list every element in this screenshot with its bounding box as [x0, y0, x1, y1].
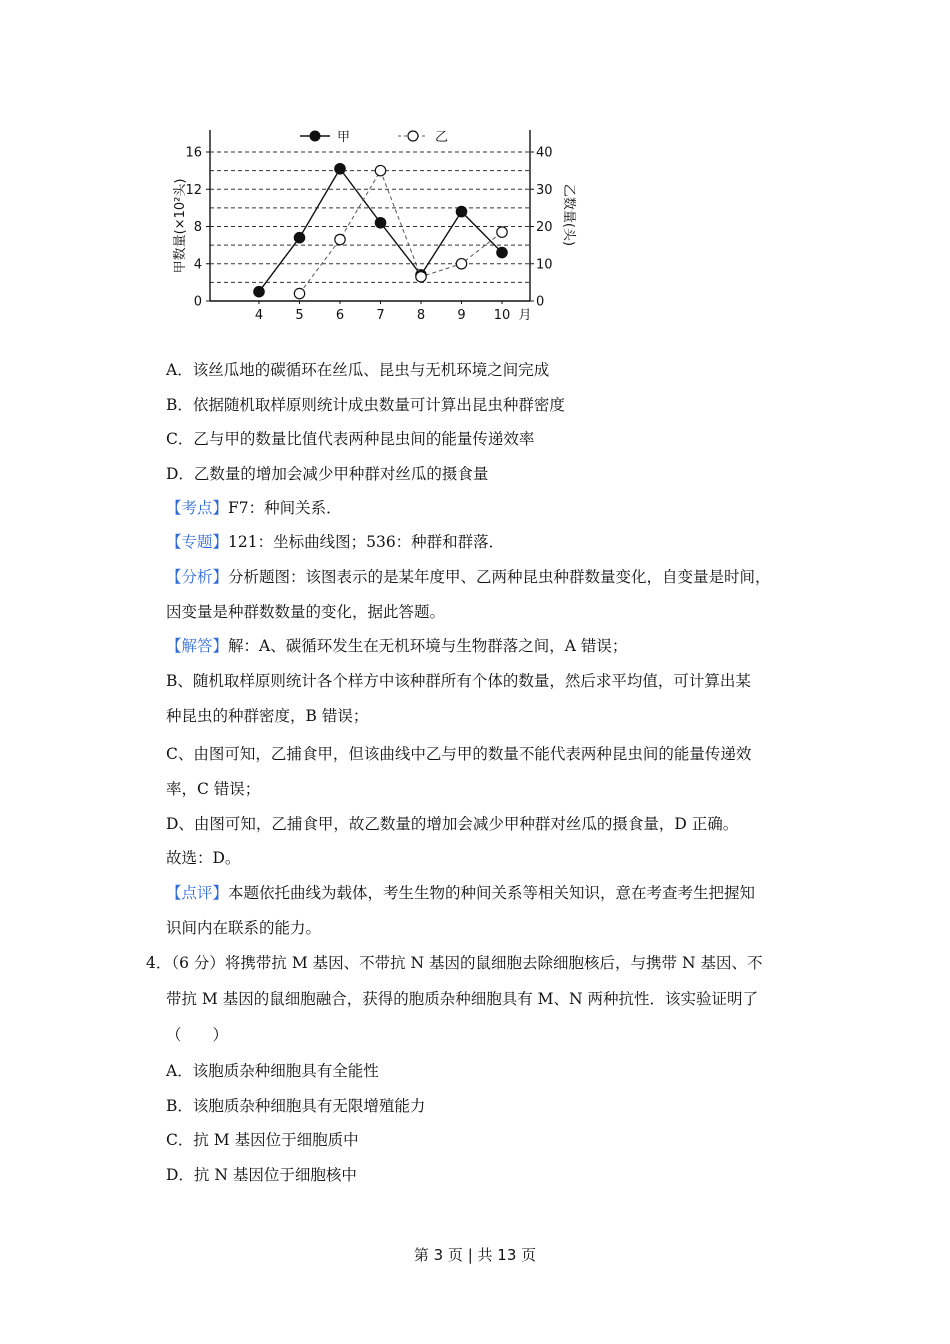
left-tick-label: 4: [193, 257, 202, 273]
q4-option-c: C．抗 M 基因位于细胞质中: [166, 1131, 359, 1149]
x-tick-label: 5: [295, 308, 304, 323]
dianping-line-1: [166, 882, 755, 904]
legend-marker-2: [408, 131, 418, 141]
jieda-line-5: 率，C 错误；: [166, 780, 261, 798]
right-tick-label: 10: [536, 257, 553, 273]
x-tick-label: 9: [457, 308, 466, 323]
x-tick-label: 6: [335, 308, 345, 323]
q4-stem-line-1: 4．（6 分）将携带抗 M 基因、不带抗 N 基因的鼠细胞去除细胞核后，与携带 N 基因、不: [146, 954, 763, 972]
legend-marker-1: [310, 131, 320, 141]
fenxi-tag: 【分析】: [166, 568, 229, 586]
jieda-tag: 【解答】: [166, 637, 229, 655]
legend-label-2: 乙: [435, 130, 449, 145]
dianping-text-1: 本题依托曲线为载体，考生生物的种间关系等相关知识，意在考查考生把握知: [228, 884, 756, 902]
jieda-line-4: C、由图可知，乙捕食甲，但该曲线中乙与甲的数量不能代表两种昆虫间的能量传递效: [166, 745, 752, 763]
fenxi-line-2: 因变量是种群数数量的变化，据此答题。: [166, 603, 446, 621]
q3-option-a: A．该丝瓜地的碳循环在丝瓜、昆虫与无机环境之间完成: [166, 361, 550, 379]
left-tick-label: 8: [193, 220, 202, 235]
jieda-line-3: 种昆虫的种群密度，B 错误；: [166, 707, 369, 725]
zhuanti-line: [166, 531, 504, 553]
data-point-2: [335, 234, 345, 244]
x-unit-label: 月: [518, 308, 532, 323]
q4-option-b: B．该胞质杂种细胞具有无限增殖能力: [166, 1097, 426, 1115]
data-point-1: [254, 286, 264, 296]
q3-option-b: B．依据随机取样原则统计成虫数量可计算出昆虫种群密度: [166, 396, 565, 414]
x-tick-label: 10: [493, 308, 511, 323]
right-tick-label: 0: [536, 294, 545, 310]
jieda-line-1: [166, 635, 627, 657]
data-point-2: [294, 288, 304, 298]
data-point-2: [456, 259, 466, 269]
kaodian-line: [166, 497, 342, 519]
q4-answer-blank: （ ）: [166, 1026, 229, 1044]
right-tick-label: 40: [536, 145, 553, 161]
jieda-line-7: 故选：D。: [166, 849, 241, 867]
left-tick-label: 0: [193, 294, 202, 310]
series-line-1: [259, 169, 502, 292]
data-point-2: [497, 227, 507, 237]
dianping-tag: 【点评】: [166, 884, 229, 902]
x-tick-label: 8: [416, 308, 426, 323]
jieda-line-2: B、随机取样原则统计各个样方中该种群所有个体的数量，然后求平均值，可计算出某: [166, 672, 751, 690]
right-axis-title: 乙数量(头): [561, 183, 576, 247]
data-point-2: [375, 165, 385, 175]
fenxi-text-1: 分析题图：该图表示的是某年度甲、乙两种昆虫种群数量变化，自变量是时间，: [228, 568, 771, 586]
population-chart: [160, 118, 580, 338]
left-axis-title: 甲数量(×10²头): [173, 178, 188, 274]
page-footer: 第 3 页 | 共 13 页: [413, 1246, 537, 1264]
q4-option-a: A．该胞质杂种细胞具有全能性: [166, 1062, 379, 1080]
data-point-1: [497, 247, 507, 257]
data-point-1: [456, 206, 466, 216]
data-point-2: [416, 272, 426, 282]
q3-option-d: D．乙数量的增加会减少甲种群对丝瓜的摄食量: [166, 465, 489, 483]
q4-stem-line-2: 带抗 M 基因的鼠细胞融合，获得的胞质杂种细胞具有 M、N 两种抗性．该实验证明了: [166, 990, 759, 1008]
kaodian-text: F7：种间关系．: [228, 499, 342, 517]
right-tick-label: 30: [536, 182, 553, 198]
zhuanti-text: 121：坐标曲线图；536：种群和群落．: [228, 533, 505, 551]
zhuanti-tag: 【专题】: [166, 533, 229, 551]
q4-option-d: D．抗 N 基因位于细胞核中: [166, 1166, 357, 1184]
right-tick-label: 20: [536, 220, 553, 235]
population-line-chart: [160, 118, 580, 338]
left-tick-label: 12: [185, 182, 202, 198]
dianping-line-2: 识间内在联系的能力。: [166, 919, 322, 937]
fenxi-line-1: [166, 566, 771, 588]
jieda-text-1: 解：A、碳循环发生在无机环境与生物群落之间，A 错误；: [228, 637, 628, 655]
left-tick-label: 16: [185, 145, 202, 161]
data-point-1: [294, 232, 304, 242]
kaodian-tag: 【考点】: [166, 499, 229, 517]
data-point-1: [375, 218, 385, 228]
q3-option-c: C．乙与甲的数量比值代表两种昆虫间的能量传递效率: [166, 430, 535, 448]
x-tick-label: 7: [376, 308, 385, 323]
data-point-1: [335, 164, 345, 174]
x-tick-label: 4: [254, 308, 264, 323]
jieda-line-6: D、由图可知，乙捕食甲，故乙数量的增加会减少甲种群对丝瓜的摄食量，D 正确。: [166, 815, 739, 833]
legend-label-1: 甲: [337, 130, 351, 145]
